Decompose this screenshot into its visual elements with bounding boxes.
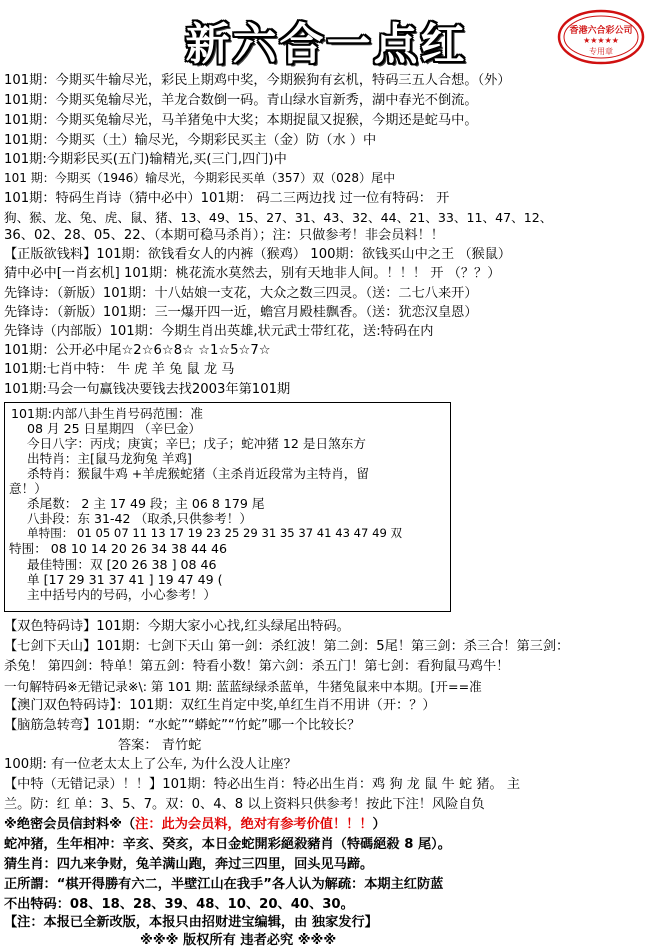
text-line: 36、02、28、05、22、（本期可稳马杀肖）；注：只做参考！非会员料！！ [4, 228, 444, 243]
bagua-number-box [4, 402, 451, 612]
text-line: 蛇冲猪，生年相冲：辛亥、癸亥，本日金蛇開彩絕殺豬肖（特碼絕殺 8 尾）。 [4, 837, 451, 852]
text-line: 101期:七肖中特： 牛 虎 羊 兔 鼠 龙 马 [4, 362, 235, 377]
text-line: 101期：今期买兔输尽光，马羊猪兔中大奖；本期捉鼠又捉猴，今期还是蛇马中。 [4, 113, 478, 128]
box-line: 特围： 08 10 14 20 26 34 38 44 46 [9, 541, 228, 556]
box-line: 杀尾数： 2 主 17 49 段；主 06 8 179 尾 [27, 496, 265, 511]
box-line: 单特围： 01 05 07 11 13 17 19 23 25 29 31 35 37 41 43 47 49 双 [27, 526, 403, 540]
text-line: 猜生肖：四九来争财，兔羊满山跑，奔过三四里，回头见马蹄。 [4, 857, 374, 872]
box-line: 08 月 25 日星期四 （辛巳金） [27, 421, 202, 436]
text-line: 正所謂：“棋开得勝有六二，半壁江山在我手”各人认为解疏：本期主红防蓝 [4, 877, 444, 892]
text-line: 101期：今期买（土）输尽光，今期彩民买主（金）防（水 ）中 [4, 133, 377, 148]
box-line: 八卦段：东 31-42 （取杀,只供参考！） [27, 511, 252, 526]
text-line: 先锋诗：（新版）101期：十八姑娘一支花，大众之数三四灵。（送：二七八来开） [4, 286, 478, 301]
text-line: 101期:今期彩民买(五门)输精光,买(三门,四门)中 [4, 152, 287, 167]
box-line: 意！） [9, 481, 47, 496]
text-line: 【七剑下天山】101期：七剑下天山 第一剑：杀红波！第二剑：5尾！第三剑：杀三合！第三剑： [4, 639, 570, 654]
text-line: 答案： 青竹蛇 [118, 738, 202, 753]
text-line: 101期：今期买牛输尽光，彩民上期鸡中奖，今期猴狗有玄机，特码三五人合想。（外） [4, 73, 511, 88]
text-line: 先锋诗：（新版）101期：三一爆开四一近，蟾宫月殿桂飘香。（送：犹恋汉皇恩） [4, 305, 478, 320]
text-line: 【正版欲钱料】101期：欲钱看女人的内裤（猴鸡） 100期：欲钱买山中之王 （猴鼠） [4, 247, 512, 262]
text-line: 101期：公开必中尾☆2☆6☆8☆ ☆1☆5☆7☆ [4, 343, 271, 358]
text-line: 101期：特码生肖诗（猜中必中）101期： 码二三两边找 过一位有特码： 开 [4, 191, 450, 206]
text-line: 【中特（无错记录）！！】101期：特必出生肖：特必出生肖：鸡 狗 龙 鼠 牛 蛇 猪。 主 [4, 777, 521, 792]
member-note-line [4, 816, 650, 833]
box-line: 今日八字：丙戌；庚寅；辛巳；戊子；蛇冲猪 12 是日煞东方 [27, 436, 366, 451]
seal-text: 香港六合彩公司 [569, 26, 633, 36]
seal-stamp [556, 8, 646, 66]
box-line: 单 [17 29 31 37 41 ] 19 47 49 ( [27, 572, 223, 587]
box-line: 最佳特围：双 [20 26 38 ] 08 46 [27, 557, 217, 572]
text-line: 【澳门双色特码诗】：101期：双红生肖定中奖,单红生肖不用讲（开：？） [4, 698, 436, 713]
text-line: 不出特码：08、18、28、39、48、10、20、40、30。 [4, 897, 354, 912]
box-line: 主中括号内的号码，小心参考！） [27, 587, 216, 602]
text-line: 先锋诗（内部版）101期：今期生肖出英雄,状元武士带红花，送:特码在内 [4, 324, 434, 339]
member-note-prefix: ※绝密会员信封料※（ [4, 817, 136, 832]
svg-text:★★★★★: ★★★★★ [583, 36, 619, 45]
text-line: 杀兔！ 第四剑：特单！第五剑：特看小数！第六剑：杀五门！第七剑：看狗鼠马鸡牛！ [4, 659, 510, 674]
member-note-red: 注：此为会员料，绝对有参考价值！！！ [135, 817, 373, 832]
text-line: 一句解特码※无错记录※\: 第 101 期: 蓝蓝绿绿杀蓝单，牛猪兔鼠来中本期。[开==准 [4, 679, 482, 694]
text-line: 101期：今期买兔输尽光，羊龙合数倒一码。青山绿水盲新秀，湖中春光不倒流。 [4, 93, 478, 108]
text-line: 【注：本报已全新改版，本报只由招财进宝编辑，由 独家发行】 [4, 915, 378, 930]
box-line: 出特肖：主[鼠马龙狗兔 羊鸡] [27, 451, 192, 466]
box-line: 101期:内部八卦生肖号码范围：准 [11, 406, 203, 421]
box-line: 杀特肖：猴鼠牛鸡 +羊虎猴蛇猪（主杀肖近段常为主特肖，留 [27, 466, 369, 481]
page-title: 新六合一点红 [185, 19, 468, 70]
text-line: 狗、猴、龙、兔、虎、鼠、猪、13、49、15、27、31、43、32、44、21、33、11、47、12、 [4, 210, 553, 225]
text-line: 猜中必中[一肖玄机] 101期：桃花流水莫然去，别有天地非人间。！！！ 开 （？？） [4, 266, 501, 281]
text-line: 兰。防：红 单：3、5、7。双：0、4、8 以上资料只供参考！按此下注！风险自负 [4, 797, 485, 812]
copyright-line: ※※※ 版权所有 违者必究 ※※※ [140, 933, 337, 948]
text-line: 【双色特码诗】101期：今期大家小心找,红头绿尾出特码。 [4, 619, 350, 634]
text-line: 【脑筋急转弯】101期：“水蛇”“蟒蛇”“竹蛇”哪一个比较长？ [4, 718, 361, 733]
member-note-suffix: ） [372, 817, 386, 832]
text-line: 101期:马会一句赢钱决要钱去找2003年第101期 [4, 382, 291, 397]
seal-subtext: 专用章 [589, 47, 613, 56]
text-line: 100期: 有一位老太太上了公车, 为什么没人让座？ [4, 757, 297, 772]
text-line: 101 期：今期买（1946）输尽光，今期彩民买单（357）双（028）尾中 [4, 171, 396, 185]
